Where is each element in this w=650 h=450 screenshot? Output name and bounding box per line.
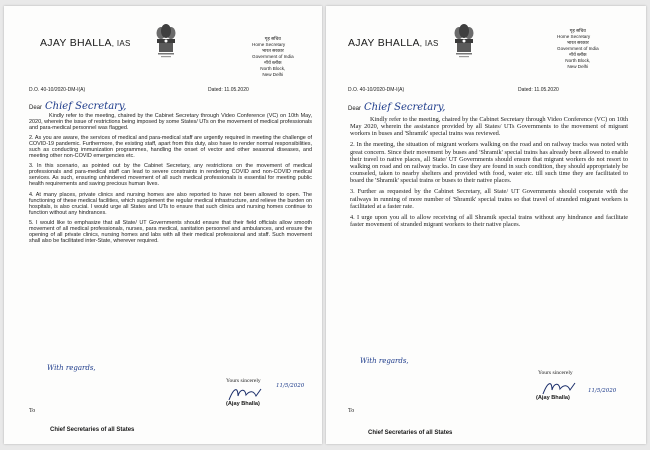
national-emblem-icon: [452, 22, 476, 62]
letter-body: [29, 113, 312, 248]
salutation: Dear Chief Secretary,: [29, 101, 127, 112]
paragraph-2: 2. As you are aware, the services of medical and para-medical staff are urgently required in meeting the challenge of COVID-19 pandemic. Furthermore, the existing staff, apart from this duty, also have to render normal responsibilities, such as conducting immunization programmes, handling the onset of vector and other seasonal diseases, and meeting other non-COVID emergencies etc.: [29, 135, 312, 160]
sender-name: AJAY BHALLA, IAS: [40, 37, 131, 49]
salutation-handwritten: Chief Secretary,: [364, 102, 446, 113]
to-label: To: [29, 408, 36, 414]
paragraph-5: 5. I would like to emphasize that all State/ UT Governments should ensure that their field officials allow smooth movement of all medical professionals, nurses, para medical, sanitation personnel and ambulances, and ensure the opening of all private clinics, nursing homes and labs with all their medical professional and staff. Such movement shall also be facilitated inter-State, wherever required.: [29, 219, 312, 244]
office-address: गृह सचिव Home Secretary भारत सरकार Government of India नॉर्थ ब्लॉक North Block, New Delhi: [252, 36, 294, 77]
addressee: Chief Secretaries of all States: [368, 430, 453, 436]
letter-medical-professionals: [4, 6, 322, 444]
paragraph-1: Kindly refer to the meeting, chaired by the Cabinet Secretary through Video Conference (VC) on 10th May 2020, wherein the assistance provided by all States/ UTs Governments to the movement of migrant workers in buses and 'Shramik' special trains was reviewed.: [350, 116, 628, 138]
closing-handwritten: With regards,: [47, 364, 96, 372]
signatory-name: (Ajay Bhalla): [536, 395, 570, 401]
paragraph-4: 4. At many places, private clinics and nursing homes are also reported to have not been allowed to open. The functioning of these medical facilities, which supplement the regular medical infrastructure, and relieve the burden on hospitals, is also crucial. I would urge all States and UTs to ensure that such clinics and nursing homes continue to function without any hindrances.: [29, 191, 312, 216]
to-label: To: [348, 408, 355, 414]
signature-date: 11/5/2020: [588, 388, 617, 394]
salutation-handwritten: Chief Secretary,: [45, 101, 127, 112]
closing-handwritten: With regards,: [360, 357, 409, 365]
addressee: Chief Secretaries of all States: [50, 427, 135, 433]
office-address: गृह सचिव Home Secretary भारत सरकार Government of India नॉर्थ ब्लॉक North Block, New Delhi: [557, 28, 599, 69]
signature-date: 11/5/2020: [276, 383, 305, 389]
yours-sincerely: Yours sincerely: [226, 378, 261, 384]
paragraph-3: 3. In this scenario, as pointed out by the Cabinet Secretary, any restrictions on the movement of medical professionals and para-medical staff can lead to severe constraints in rendering COVID and non-COVID medical services. As such, ensuring unhindered movement of all such medical professionals is essential for meeting public health requirements and saving precious human lives.: [29, 163, 312, 188]
letter-body: [350, 116, 628, 232]
yours-sincerely: Yours sincerely: [538, 370, 573, 376]
reference-number: D.O. 40-10/2020-DM-I(A): [348, 87, 405, 93]
sender-name: AJAY BHALLA, IAS: [348, 37, 439, 49]
paragraph-4: 4. I urge upon you all to allow receiving of all Shramik special trains without any hindrance and facilitate faster movement of stranded migrant workers to their native places.: [350, 213, 628, 229]
paragraph-2: 2. In the meeting, the situation of migrant workers walking on the road and on railway tracks was noted with great concern. Since their movement by buses and 'Shramik' special trains has already been allowed to enable their travel to native places, all State/ UT Governments should ensure that migrant workers do not resort to walking on road and on railway tracks. In case they are found in such condition, they should appropriately be counseled, taken to nearby shelters and provided with food, water etc. till such time they are facilitated to board the 'Shramik' special trains or buses to their native places.: [350, 141, 628, 185]
signatory-name: (Ajay Bhalla): [226, 401, 260, 407]
paragraph-3: 3. Further as requested by the Cabinet Secretary, all State/ UT Governments should cooperate with the railways in running of more number of 'Shramik' special trains so that travel of stranded migrant workers is facilitated at a faster rate.: [350, 188, 628, 210]
paragraph-1: Kindly refer to the meeting, chaired by the Cabinet Secretary through Video Conference (VC) on 10th May, 2020, wherein the issue of restrictions being imposed by some States/ UTs on the movement of medical professionals and para-medical personnel was flagged.: [29, 113, 312, 132]
salutation: Dear Chief Secretary,: [348, 102, 446, 113]
reference-number: D.O. 40-10/2020-DM-I(A): [29, 87, 86, 93]
letter-date: Dated: 11.05.2020: [208, 87, 249, 93]
letter-migrant-workers: [326, 6, 646, 444]
letter-date: Dated: 11.05.2020: [518, 87, 559, 93]
national-emblem-icon: [154, 22, 178, 62]
